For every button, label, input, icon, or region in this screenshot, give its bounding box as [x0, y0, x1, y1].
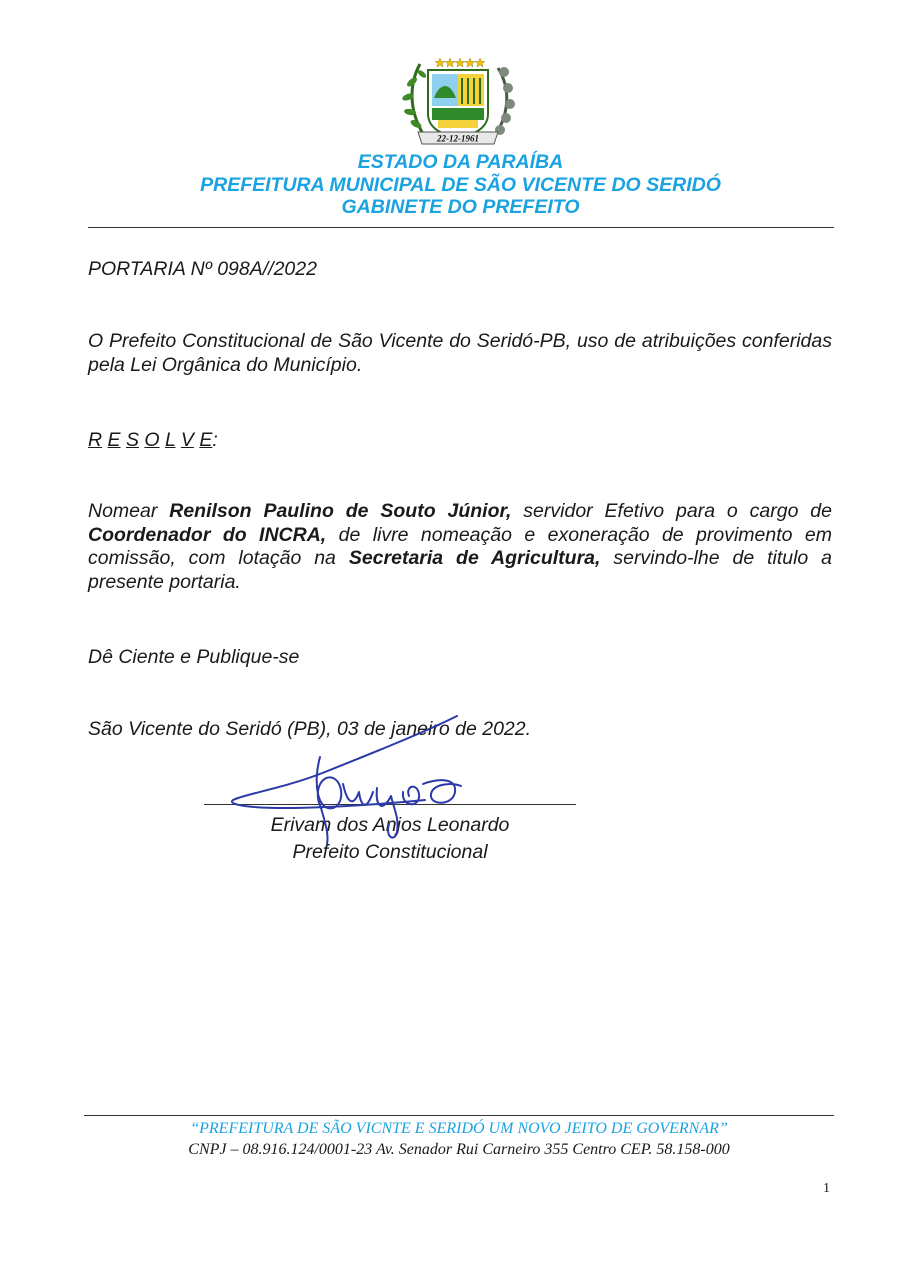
portaria-number: PORTARIA Nº 098A//2022: [88, 258, 317, 280]
resolve-heading: R E S O L V E:: [88, 429, 218, 451]
closing-line: Dê Ciente e Publique-se: [88, 646, 300, 668]
footer-motto: “PREFEITURA DE SÃO VICNTE E SERIDÓ UM NOVO JEITO DE GOVERNAR”: [190, 1120, 728, 1137]
department: Secretaria de Agricultura,: [348, 547, 601, 569]
footer-divider: [84, 1115, 834, 1116]
signer-name: Erivam dos Anjos Leonardo: [270, 814, 510, 836]
header-divider: [88, 227, 834, 228]
appointment-paragraph: Nomear Renilson Paulino de Souto Júnior, servidor Efetivo para o cargo de Coordenador do INCRA, de livre nomeação e exoneração de provimento em comissão, com lotação na Secretaria de Agricultura, servindo-lhe de titulo a presente portaria.: [88, 500, 833, 593]
municipal-crest: [392, 52, 524, 152]
header-state: ESTADO DA PARAÍBA: [357, 151, 564, 173]
appointee-name: Renilson Paulino de Souto Júnior,: [169, 500, 512, 522]
signer-title: Prefeito Constitucional: [292, 841, 488, 863]
letterhead: [88, 151, 833, 219]
footer-address: CNPJ – 08.916.124/0001-23 Av. Senador Rui Carneiro 355 Centro CEP. 58.158-000: [188, 1141, 730, 1158]
header-municipality: PREFEITURA MUNICIPAL DE SÃO VICENTE DO SERIDÓ: [200, 173, 721, 196]
appointee-role: Coordenador do INCRA,: [88, 523, 327, 546]
header-office: GABINETE DO PREFEITO: [341, 196, 580, 218]
crest-year: 22-12-1961: [437, 133, 479, 144]
place-and-date: São Vicente do Seridó (PB), 03 de janeiro de 2022.: [88, 718, 532, 740]
page-number: 1: [823, 1181, 830, 1196]
preamble-paragraph: O Prefeito Constitucional de São Vicente do Seridó-PB, uso de atribuições conferidas pela Lei Orgânica do Município.: [88, 330, 832, 376]
handwritten-signature: [225, 712, 505, 852]
